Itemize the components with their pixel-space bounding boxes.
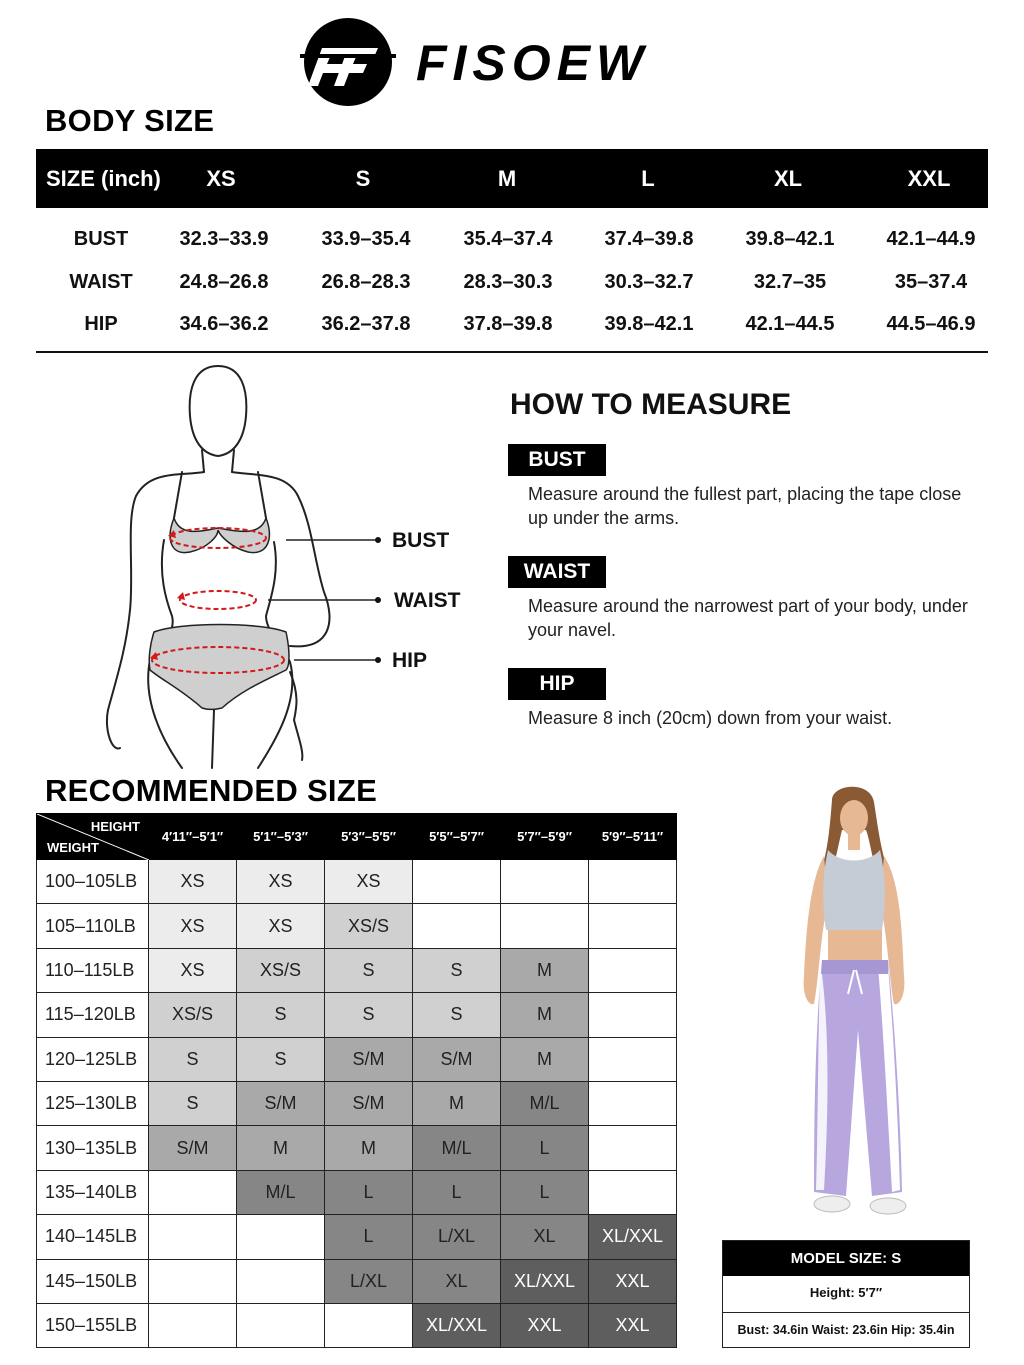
size-cell (237, 1303, 325, 1347)
size-cell: XS (237, 860, 325, 904)
size-cell: S (413, 948, 501, 992)
size-cell: L/XL (325, 1259, 413, 1303)
height-col: 5′1″–5′3″ (237, 814, 325, 860)
size-cell: S (325, 993, 413, 1037)
table-row (37, 904, 677, 948)
recommended-size-title: RECOMMENDED SIZE (45, 773, 378, 808)
size-cell (149, 1170, 237, 1214)
height-weight-corner (37, 814, 149, 860)
size-cell: M (501, 1037, 589, 1081)
size-cell: XS (149, 948, 237, 992)
cell: 35.4–37.4 (463, 228, 553, 250)
model-box-divider (723, 1312, 969, 1313)
height-col: 5′5″–5′7″ (413, 814, 501, 860)
header-s: S (355, 166, 371, 191)
size-cell: L (501, 1170, 589, 1214)
weight-cell: 100–105LB (37, 860, 149, 904)
cell: 28.3–30.3 (463, 271, 553, 293)
height-label: HEIGHT (90, 819, 140, 834)
size-cell: S/M (325, 1037, 413, 1081)
size-cell: M (501, 993, 589, 1037)
size-cell: XS (325, 860, 413, 904)
waist-description: Measure around the narrowest part of your body, under your navel. (528, 596, 968, 640)
table-row (37, 1215, 677, 1259)
table-row (37, 1303, 677, 1347)
weight-cell: 120–125LB (37, 1037, 149, 1081)
size-cell: M (413, 1081, 501, 1125)
cell: 36.2–37.8 (321, 313, 411, 335)
recommended-size-table (36, 813, 677, 1348)
body-size-row-waist (36, 262, 988, 302)
body-size-row-bust (36, 219, 988, 259)
model-size-label: MODEL SIZE: S (723, 1241, 969, 1276)
cell: 33.9–35.4 (321, 228, 411, 250)
size-cell (589, 904, 677, 948)
size-cell (589, 993, 677, 1037)
cell: 42.1–44.9 (886, 228, 976, 250)
cell: 34.6–36.2 (179, 313, 269, 335)
row-label: BUST (73, 228, 129, 250)
header-xl: XL (773, 166, 803, 191)
size-cell: XS/S (237, 948, 325, 992)
size-cell: XL (501, 1215, 589, 1259)
cell: 26.8–28.3 (321, 271, 411, 293)
weight-cell: 150–155LB (37, 1303, 149, 1347)
weight-label: WEIGHT (47, 840, 99, 855)
size-cell (149, 1303, 237, 1347)
brand-logo-icon (300, 14, 396, 110)
size-cell (589, 1081, 677, 1125)
header-size-inch: SIZE (inch) (46, 166, 161, 191)
size-cell (325, 1303, 413, 1347)
brand-name: FISOEW (416, 35, 650, 91)
header-xs: XS (206, 166, 236, 191)
cell: 42.1–44.5 (745, 313, 835, 335)
bust-description: Measure around the fullest part, placing the tape close up under the arms. (528, 484, 962, 528)
weight-cell: 125–130LB (37, 1081, 149, 1125)
body-size-row-hip (36, 304, 988, 344)
height-col: 5′3″–5′5″ (325, 814, 413, 860)
size-cell: L (325, 1170, 413, 1214)
model-photo (762, 780, 946, 1230)
table-row (37, 1037, 677, 1081)
size-cell (237, 1215, 325, 1259)
table-row (37, 948, 677, 992)
cell: 39.8–42.1 (604, 313, 694, 335)
size-cell: XL/XXL (501, 1259, 589, 1303)
table-header-row (37, 814, 677, 860)
size-cell: XL/XXL (589, 1215, 677, 1259)
size-cell: S (325, 948, 413, 992)
size-cell (413, 904, 501, 948)
size-cell: XXL (501, 1303, 589, 1347)
weight-cell: 105–110LB (37, 904, 149, 948)
size-cell: XS (149, 860, 237, 904)
size-cell (589, 1126, 677, 1170)
size-cell: S/M (413, 1037, 501, 1081)
height-col: 4′11″–5′1″ (149, 814, 237, 860)
size-cell (589, 1037, 677, 1081)
cell: 30.3–32.7 (604, 271, 694, 293)
figure-label-bust: BUST (392, 529, 450, 552)
body-measure-figure-illustration (90, 360, 470, 770)
size-cell: M/L (501, 1081, 589, 1125)
size-cell: L/XL (413, 1215, 501, 1259)
size-cell: XS/S (149, 993, 237, 1037)
body-size-title: BODY SIZE (45, 103, 215, 138)
row-label: WAIST (69, 271, 133, 293)
size-cell (501, 860, 589, 904)
size-cell: S/M (325, 1081, 413, 1125)
size-cell: M (325, 1126, 413, 1170)
size-cell: S (149, 1037, 237, 1081)
size-cell: XXL (589, 1303, 677, 1347)
size-cell (237, 1259, 325, 1303)
size-cell: S (413, 993, 501, 1037)
header-l: L (641, 166, 655, 191)
size-cell: S/M (237, 1081, 325, 1125)
figure-label-waist: WAIST (394, 589, 461, 612)
header-xxl: XXL (907, 166, 951, 191)
bust-tag: BUST (508, 444, 606, 476)
model-size-box (722, 1240, 970, 1348)
header-m: M (497, 166, 517, 191)
table-row (37, 1259, 677, 1303)
size-cell: M (501, 948, 589, 992)
size-cell (589, 948, 677, 992)
weight-cell: 110–115LB (37, 948, 149, 992)
size-cell: XXL (589, 1259, 677, 1303)
cell: 37.4–39.8 (604, 228, 694, 250)
size-cell: M/L (413, 1126, 501, 1170)
weight-cell: 145–150LB (37, 1259, 149, 1303)
size-cell: XL/XXL (413, 1303, 501, 1347)
size-cell: L (325, 1215, 413, 1259)
model-height: Height: 5′7″ (809, 1285, 883, 1300)
size-cell (501, 904, 589, 948)
table-row (37, 993, 677, 1037)
section-divider (36, 351, 988, 353)
hip-tag: HIP (508, 668, 606, 700)
size-cell: XL (413, 1259, 501, 1303)
body-size-header (36, 149, 988, 208)
height-col: 5′7″–5′9″ (501, 814, 589, 860)
cell: 35–37.4 (894, 271, 968, 293)
weight-cell: 115–120LB (37, 993, 149, 1037)
size-cell: XS (237, 904, 325, 948)
table-row (37, 1170, 677, 1214)
table-row (37, 1126, 677, 1170)
size-cell: XS (149, 904, 237, 948)
size-cell: M/L (237, 1170, 325, 1214)
size-cell (413, 860, 501, 904)
size-cell: S (237, 993, 325, 1037)
size-cell: M (237, 1126, 325, 1170)
size-cell: S (149, 1081, 237, 1125)
size-cell: XS/S (325, 904, 413, 948)
size-cell: L (413, 1170, 501, 1214)
how-to-measure-title: HOW TO MEASURE (510, 388, 792, 421)
size-cell (589, 1170, 677, 1214)
cell: 39.8–42.1 (745, 228, 835, 250)
size-cell (589, 860, 677, 904)
figure-label-hip: HIP (392, 649, 428, 672)
cell: 37.8–39.8 (463, 313, 553, 335)
table-row (37, 860, 677, 904)
row-label: HIP (84, 313, 118, 335)
weight-cell: 130–135LB (37, 1126, 149, 1170)
size-cell: L (501, 1126, 589, 1170)
cell: 44.5–46.9 (886, 313, 976, 335)
size-cell: S (237, 1037, 325, 1081)
weight-cell: 140–145LB (37, 1215, 149, 1259)
size-cell (149, 1259, 237, 1303)
hip-description: Measure 8 inch (20cm) down from your waist. (528, 708, 893, 728)
weight-cell: 135–140LB (37, 1170, 149, 1214)
size-cell (149, 1215, 237, 1259)
size-cell: S/M (149, 1126, 237, 1170)
brand-logo (300, 14, 720, 110)
model-measurements: Bust: 34.6in Waist: 23.6in Hip: 35.4in (737, 1323, 955, 1337)
cell: 32.3–33.9 (179, 228, 269, 250)
cell: 32.7–35 (753, 271, 827, 293)
cell: 24.8–26.8 (179, 271, 269, 293)
table-row (37, 1081, 677, 1125)
height-col: 5′9″–5′11″ (589, 814, 677, 860)
waist-tag: WAIST (508, 556, 606, 588)
